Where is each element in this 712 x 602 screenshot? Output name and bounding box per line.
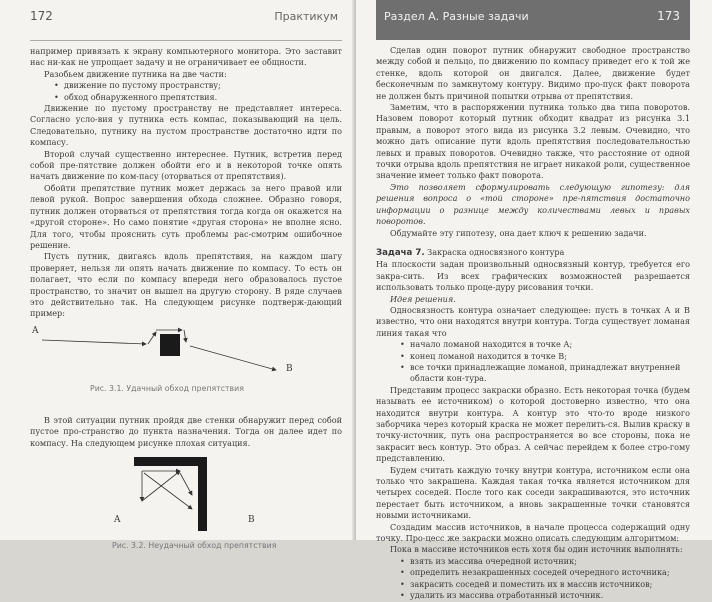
running-title-left: Практикум — [274, 10, 338, 23]
right-page — [356, 0, 712, 601]
path-arrow — [180, 473, 192, 495]
paragraph-idea: Односвязность контура означает следующее: пусть в точках А и В известно, что они находятся внутри контура. Тогда существует ломаная линия такая что — [376, 304, 690, 338]
left-page — [0, 0, 356, 550]
figure-3-2-caption: Рис. 3.2. Неудачный обход препятствия — [112, 540, 277, 550]
wall-top — [134, 457, 206, 466]
list-item: • удалить из массива отработанный источник. — [410, 590, 690, 601]
path-arrow — [184, 330, 186, 342]
paragraph-empty-space: Движение по пустому пространству не представляет интереса. Согласно усло-вия у путника есть компас, показывающий на цель. Следовательно, путнику на пустом пространстве достаточно идти по компасу. — [30, 103, 342, 148]
list-item: • движение по пустому пространству; — [64, 80, 342, 91]
list-item: • закрасить соседей и поместить их в массив источников; — [410, 579, 690, 590]
paragraph-source: Будем считать каждую точку внутри контура, источником если она только что закрашена. Каждая такая точка является источником для четырех соседей. После того как соседи закрашиваются, это источник перестает быть источником, а вновь закрашенные точки становятся новыми источниками. — [376, 464, 690, 521]
task-title: Закраска односвязного контура — [427, 246, 565, 257]
paragraph-turn-types: Заметим, что в распоряжении путника только два типа поворотов. Назовем поворот который путник обходит квадрат из рисунка 3.1 правым, а поворот этого вида из рисунка 3.2 левым. Очевидно, что можно дать описание пути вдоль препятствия последовательностью левых и правых поворотов. Очевидно также, что расстояние от одной точки отрыва вдоль препятствия не играет никакой роли, существенное значение имеет только факт поворота. — [376, 102, 690, 181]
path-arrow — [148, 332, 156, 344]
paragraph-bypass: Обойти препятствие путник может держась за него правой или левой рукой. Вопрос завершения обхода сложнее. Образно говоря, путник должен оторваться от препятствия тогда когда он окажется на «другой стороне». Но само понятие «другая сторона» не вполне ясно. Для того, чтобы прояснить суть проблемы рас-смотрим ошибочное решение. — [30, 182, 342, 250]
list-item: • начало ломаной находится в точке А; — [410, 339, 690, 350]
list-item: • определить незакрашенных соседей очередного источника; — [410, 567, 690, 578]
paragraph-turn: Сделав один поворот путник обнаружит свободное пространство между собой и пельцо, по движению по компасу приведет его к той же стенке, вдоль которой он двигался. Далее, движение будет бесконечным по замкнутому контуру. Видимо про-пуск факт поворота не должен быть причиной попытки отрыва от препятствия. — [376, 45, 690, 101]
list-item: • взять из массива очередной источник; — [410, 556, 690, 567]
algorithm-steps-list — [376, 556, 690, 602]
paragraph-intro: например привязать к экрану компьютерного монитора. Это заставит нас ни-как не упрощает задачу и не ограничивает ее общности. — [30, 46, 342, 68]
obstacle-square — [160, 334, 180, 356]
list-item: • обход обнаруженного препятствия. — [64, 92, 342, 103]
paragraph-process: Представим процесс закраски образно. Есть некоторая точка (будем называть ее источником) о которой достоверно известно, что она находится внутри контура. А контур это что-то вроде низкого заборчика через который краска не может перелить-ся. Вылив краску в точку-источник, путь она распространяется во все стороны, пока не закрасит весь контур. Это образ. А сейчас перейдем к более стро-гому представлению. — [376, 384, 690, 464]
list-item: • все точки принадлежащие ломаной, принадлежат внутренней области кон-тура. — [410, 362, 690, 385]
figure-3-2 — [30, 455, 342, 535]
path-arrow — [42, 340, 146, 344]
movement-parts-list — [30, 80, 342, 103]
point-b-label: B — [248, 514, 255, 525]
paragraph-array: Создадим массив источников, в начале процесса содержащий одну точку. Про-цесс же закраски можно описать следующим алгоритмом: — [376, 521, 690, 544]
paragraph-think: Обдумайте эту гипотезу, она дает ключ к решению задачи. — [390, 227, 647, 238]
figure-3-1-drawing — [30, 326, 342, 382]
page-number-left: 172 — [30, 9, 53, 23]
path-arrow — [190, 346, 276, 370]
right-page-header — [376, 0, 690, 40]
paragraph-wrong-solution: Пусть путник, двигаясь вдоль препятствия, на каждом шагу проверяет, нельзя ли опять начать движение по компасу. То есть он полагает, что если по компасу впереди него образовалось пустое пространство, то значит он вышел на другую сторону. В ряде случаев это действительно так. На следующем рисунке подтверж-дающий пример: — [30, 251, 342, 319]
path-arrow — [144, 473, 192, 509]
task-7-heading — [376, 247, 690, 259]
figure-3-1-caption: Рис. 3.1. Удачный обход препятствия — [90, 383, 244, 393]
list-item: • конец ломаной находится в точке В; — [410, 351, 690, 362]
paragraph-task: На плоскости задан произвольный односвязный контур, требуется его закра-сить. Из всех графических возможностей разрешается использовать только проце-дуру рисования точки. — [376, 259, 690, 293]
left-page-header — [30, 0, 342, 41]
point-a-label: A — [32, 325, 39, 336]
polyline-conditions-list — [376, 339, 690, 385]
figure-3-2-drawing — [30, 455, 342, 535]
paragraph-hypothesis: Это позволяет сформулировать следующую гипотезу: для решения вопроса о «той стороне» пре-пятствия достаточно информации о разнице между количествами левых и правых поворотов. — [376, 181, 690, 227]
page-number-right: 173 — [657, 9, 680, 23]
task-number: Задача 7. — [376, 247, 425, 258]
running-title-right: Раздел А. Разные задачи — [384, 10, 529, 23]
idea-heading: Идея решения. — [390, 293, 456, 304]
figure-3-1 — [30, 326, 342, 382]
wall-right — [198, 457, 207, 531]
paragraph-split: Разобьем движение путника на две части: — [44, 68, 227, 79]
paragraph-bad-case: В этой ситуации путник пройдя две стенки обнаружит перед собой пустое про-странство до пункта назначения. Тогда он далее идет по компасу. На следующем рисунке плохая ситуация. — [30, 414, 342, 448]
point-a-label: A — [114, 514, 121, 525]
paragraph-while: Пока в массиве источников есть хотя бы один источник выполнять: — [390, 544, 683, 555]
paragraph-second-case: Второй случай существенно интереснее. Путник, встретив перед собой пре-пятствие должен обойти его и в некоторой точке опять начать движение по ком-пасу (оторваться от препятствия). — [30, 148, 342, 182]
point-b-label: B — [286, 363, 293, 374]
